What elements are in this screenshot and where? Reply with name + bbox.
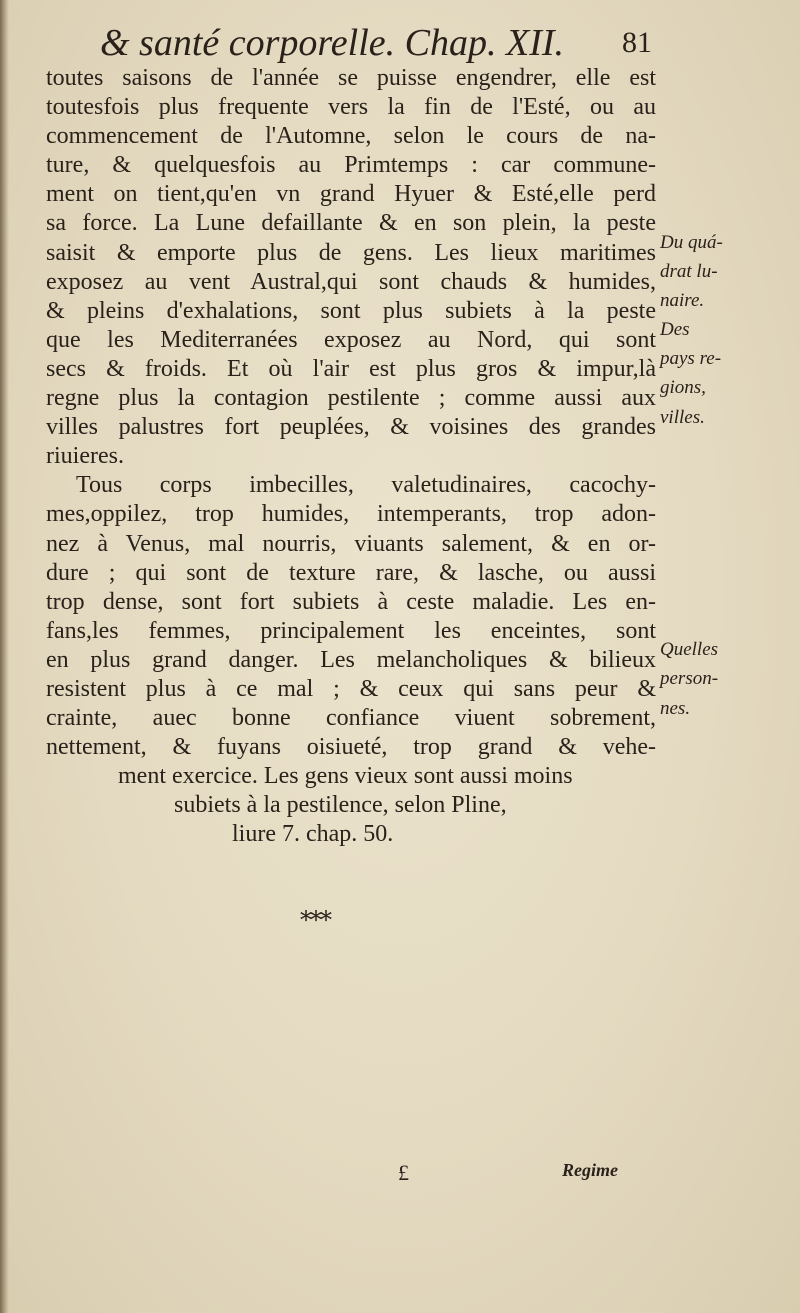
catchword: Regime	[562, 1160, 618, 1180]
margin-note-line: person-	[660, 668, 719, 690]
margin-note-line: nes.	[660, 697, 691, 719]
margin-note-line: naire.	[660, 290, 705, 312]
text-line: & pleins d'exhalations, sont plus subiets à la peste	[46, 297, 656, 324]
text-line: nettement, & fuyans oisiueté, trop grand & vehe-	[46, 734, 656, 761]
margin-note-line: Quelles	[660, 639, 719, 661]
margin-note-line: pays re-	[660, 348, 722, 370]
text-line: subiets à la pestilence, selon Pline,	[174, 792, 507, 819]
text-line: commencement de l'Automne, selon le cours de na-	[46, 123, 656, 150]
text-line: trop dense, sont fort subiets à ceste maladie. Les en-	[46, 588, 656, 615]
margin-note-line: villes.	[660, 406, 705, 428]
text-line: regne plus la contagion pestilente ; comme aussi aux	[46, 385, 656, 412]
text-line: ment exercice. Les gens vieux sont aussi moins	[118, 763, 573, 790]
margin-note-regions	[660, 315, 800, 431]
signature-mark: £	[398, 1160, 409, 1185]
text-line: nez à Venus, mal nourris, viuants salement, & en or-	[46, 530, 656, 557]
text-line: liure 7. chap. 50.	[232, 821, 394, 848]
text-line: toutesfois plus frequente vers la fin de l'Esté, ou au	[46, 94, 656, 121]
running-header	[100, 20, 660, 66]
text-line: dure ; qui sont de texture rare, & lasche, ou aussi	[46, 559, 656, 586]
text-line: fans,les femmes, principalement les enceintes, sont	[46, 617, 656, 644]
text-line: ment on tient,qu'en vn grand Hyuer & Esté,elle perd	[46, 181, 656, 208]
text-line: riuieres.	[46, 443, 124, 470]
margin-note-line: Des	[660, 319, 690, 341]
text-line: resistent plus à ce mal ; & ceux qui sans peur &	[46, 675, 656, 702]
text-line: villes palustres fort peuplées, & voisines des grandes	[46, 414, 656, 441]
text-line: exposez au vent Austral,qui sont chauds & humides,	[46, 268, 656, 295]
margin-note-lunar	[660, 228, 800, 315]
text-line: que les Mediterranées exposez au Nord, qui sont	[46, 326, 656, 353]
text-line: Tous corps imbecilles, valetudinaires, cacochy-	[76, 472, 656, 499]
text-line: ture, & quelquesfois au Primtemps : car commune-	[46, 152, 656, 179]
margin-notes	[660, 228, 800, 723]
text-line: toutes saisons de l'année se puisse engendrer, elle est	[46, 65, 656, 91]
page-number: 81	[622, 26, 652, 59]
text-line: secs & froids. Et où l'air est plus gros & impur,là	[46, 355, 656, 382]
body-text	[46, 64, 656, 850]
margin-note-line: Du quá-	[660, 232, 723, 253]
asterism-ornament: ***	[300, 906, 330, 934]
page-gutter-shadow	[0, 0, 9, 1313]
text-line: crainte, auec bonne confiance viuent sobrement,	[46, 705, 656, 732]
text-line: en plus grand danger. Les melancholiques & bilieux	[46, 646, 656, 673]
margin-note-persons	[660, 635, 800, 722]
margin-note-line: drat lu-	[660, 261, 718, 283]
text-line: saisit & emporte plus de gens. Les lieux maritimes	[46, 239, 656, 266]
running-title: & santé corporelle. Chap. XII.	[100, 22, 565, 64]
margin-note-line: gions,	[660, 377, 706, 399]
text-line: mes,oppilez, trop humides, intemperants, trop adon-	[46, 501, 656, 528]
text-line: sa force. La Lune defaillante & en son plein, la peste	[46, 210, 656, 237]
